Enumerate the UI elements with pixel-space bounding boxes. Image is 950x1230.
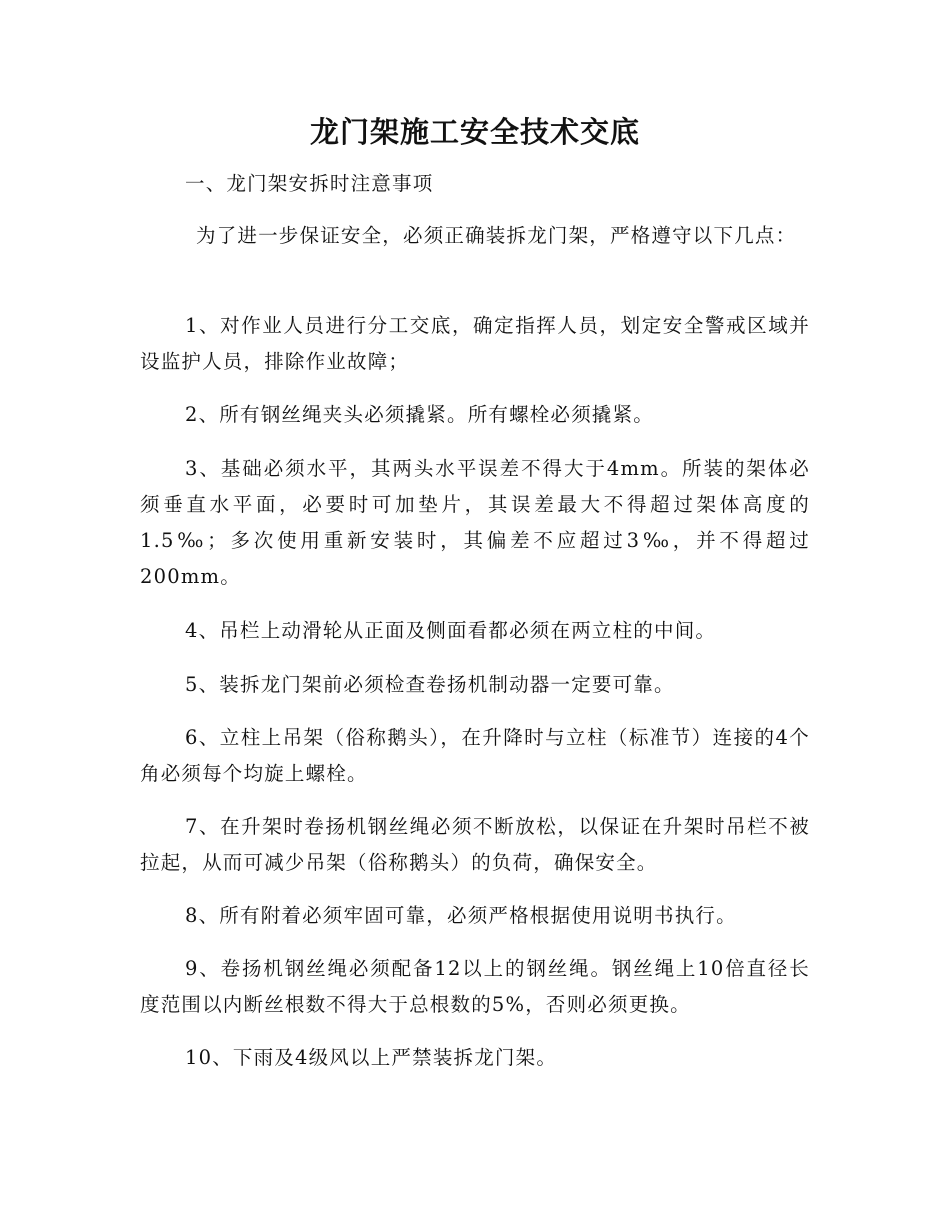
item-2: 2、所有钢丝绳夹头必须撬紧。所有螺栓必须撬紧。 (185, 403, 655, 426)
item-3: 3、基础必须水平，其两头水平误差不得大于4mm。所装的架体必须垂直水平面，必要时可加垫片，其误差最大不得超过架体高度的1.5‰；多次使用重新安装时，其偏差不应超过3‰，并不得超过200mm。 (140, 457, 810, 588)
section-heading: 一、龙门架安拆时注意事项 (185, 172, 434, 195)
item-10: 10、下雨及4级风以上严禁装拆龙门架。 (185, 1046, 558, 1069)
item-1: 1、对作业人员进行分工交底，确定指挥人员，划定安全警戒区域并设监护人员，排除作业故障； (140, 314, 810, 373)
item-4: 4、吊栏上动滑轮从正面及侧面看都必须在两立柱的中间。 (185, 619, 717, 642)
item-7: 7、在升架时卷扬机钢丝绳必须不断放松，以保证在升架时吊栏不被拉起，从而可减少吊架（俗称鹅头）的负荷，确保安全。 (140, 815, 810, 874)
item-6: 6、立柱上吊架（俗称鹅头），在升降时与立柱（标准节）连接的4个角必须每个均旋上螺栓。 (140, 726, 810, 785)
item-9: 9、卷扬机钢丝绳必须配备12以上的钢丝绳。钢丝绳上10倍直径长度范围以内断丝根数不得大于总根数的5%，否则必须更换。 (140, 957, 810, 1016)
item-5: 5、装拆龙门架前必须检查卷扬机制动器一定要可靠。 (185, 673, 675, 696)
intro-paragraph: 为了进一步保证安全，必须正确装拆龙门架，严格遵守以下几点： (196, 224, 797, 247)
item-8: 8、所有附着必须牢固可靠，必须严格根据使用说明书执行。 (185, 904, 737, 927)
document-title: 龙门架施工安全技术交底 (309, 115, 640, 149)
